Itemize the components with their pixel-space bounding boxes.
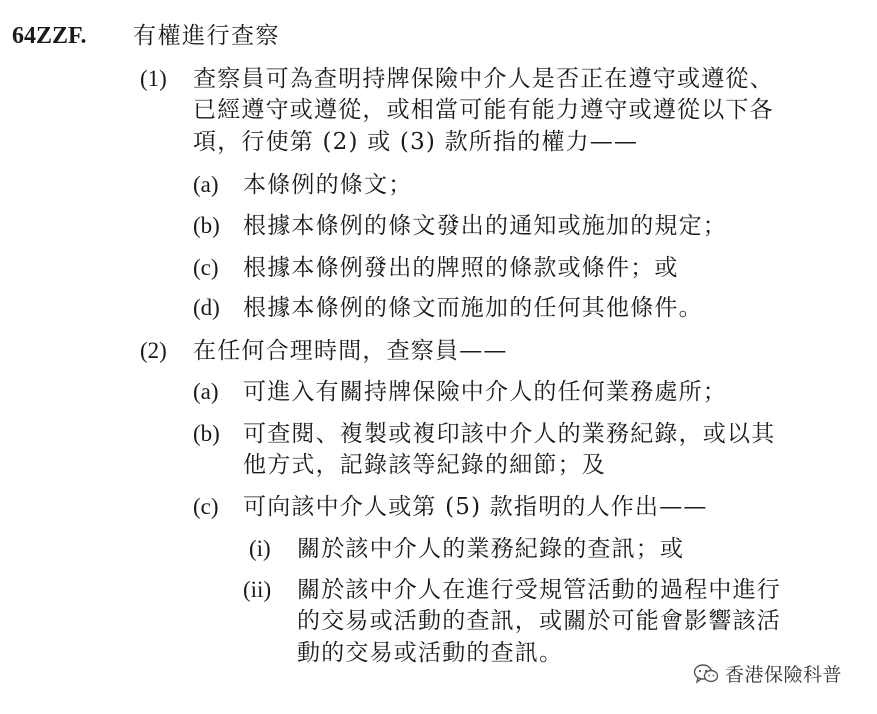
item-2c-i-text: 關於該中介人的業務紀錄的查訊；或 xyxy=(297,536,685,562)
item-1a-text: 本條例的條文； xyxy=(243,172,413,198)
item-2c-i-label: (i) xyxy=(249,536,271,561)
item-2c-text: 可向該中介人或第 (5) 款指明的人作出—— xyxy=(243,494,708,520)
item-2b-label: (b) xyxy=(193,421,220,446)
item-1b-text: 根據本條例的條文發出的通知或施加的規定； xyxy=(243,213,727,239)
item-2c-ii-line-3: 動的交易或活動的查訊。 xyxy=(297,640,564,666)
subsection-1-line-3: 項，行使第 (2) 或 (3) 款所指的權力—— xyxy=(193,129,639,155)
item-2a-label: (a) xyxy=(193,379,219,404)
item-1c-text: 根據本條例發出的牌照的條款或條件；或 xyxy=(243,255,679,281)
item-1b-label: (b) xyxy=(193,213,220,238)
subsection-2-line: 在任何合理時間，查察員—— xyxy=(193,338,508,364)
watermark-text: 香港保險科普 xyxy=(725,664,843,686)
item-1d-text: 根據本條例的條文而施加的任何其他條件。 xyxy=(243,295,703,321)
item-2b-line-1: 可查閱、複製或複印該中介人的業務紀錄，或以其 xyxy=(243,421,776,447)
subsection-1-line-2: 已經遵守或遵從，或相當可能有能力遵守或遵從以下各 xyxy=(193,97,774,123)
item-2c-ii-label: (ii) xyxy=(243,577,272,602)
item-2c-ii-line-1: 關於該中介人在進行受規管活動的過程中進行 xyxy=(297,577,781,603)
wechat-icon xyxy=(693,663,719,685)
section-number: 64ZZF. xyxy=(12,23,87,49)
item-2a-text: 可進入有關持牌保險中介人的任何業務處所； xyxy=(243,379,727,405)
subsection-2-label: (2) xyxy=(140,338,167,363)
item-1a-label: (a) xyxy=(193,172,219,197)
watermark xyxy=(693,660,842,687)
subsection-1-line-1: 查察員可為查明持牌保險中介人是否正在遵守或遵從、 xyxy=(193,66,774,92)
item-1d-label: (d) xyxy=(193,295,220,320)
item-2c-label: (c) xyxy=(193,494,219,519)
item-2b-line-2: 他方式，記錄該等紀錄的細節；及 xyxy=(243,452,606,478)
subsection-1-label: (1) xyxy=(140,66,167,91)
item-1c-label: (c) xyxy=(193,255,219,280)
item-2c-ii-line-2: 的交易或活動的查訊，或關於可能會影響該活 xyxy=(297,608,781,634)
section-title: 有權進行查察 xyxy=(133,23,280,49)
